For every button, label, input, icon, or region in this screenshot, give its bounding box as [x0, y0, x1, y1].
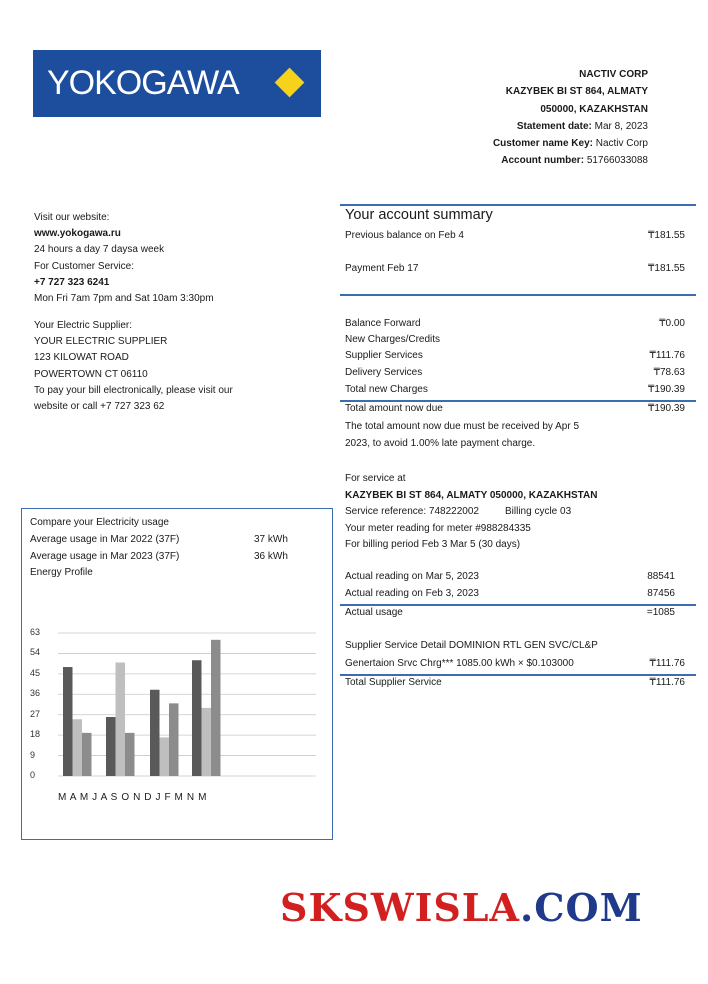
- actual-usage-row: Actual usage =1085: [345, 607, 675, 618]
- supplier-city: POWERTOWN CT 06110: [34, 368, 148, 380]
- usage-bar: [150, 690, 160, 776]
- payment-row: Payment Feb 17 ₸181.55: [345, 263, 685, 274]
- usage-bar: [63, 667, 73, 776]
- service-block: [345, 471, 675, 554]
- avg-2023-value: 36 kWh: [254, 551, 288, 562]
- supplier-detail-row: Supplier Service Detail DOMINION RTL GEN SVC/CL&P: [345, 640, 598, 651]
- total-supplier-row: Total Supplier Service ₸111.76: [345, 677, 685, 688]
- contact-info: [34, 210, 214, 307]
- usage-bar: [169, 703, 179, 776]
- balance-forward-row: Balance Forward ₸0.00: [345, 318, 685, 329]
- y-tick: 45: [30, 668, 41, 678]
- supplier-label: Your Electric Supplier:: [34, 320, 133, 331]
- supplier-services-row: Supplier Services ₸111.76: [345, 350, 685, 361]
- y-tick: 0: [30, 770, 36, 780]
- supplier-name: YOUR ELECTRIC SUPPLIER: [34, 336, 168, 348]
- company-name: NACTIV CORP: [579, 69, 648, 80]
- usage-bar: [125, 733, 135, 776]
- total-new-charges-row: Total new Charges ₸190.39: [345, 384, 685, 395]
- due-note: The total amount now due must be received by Apr 5 2023, to avoid 1.00% late payment charge.: [345, 421, 580, 449]
- new-charges-row: New Charges/Credits: [345, 334, 441, 345]
- usage-rule: [340, 604, 696, 606]
- service-address: KAZYBEK BI ST 864, ALMATY 050000, KAZAKHSTAN: [345, 489, 598, 501]
- actual-reading-feb-row: Actual reading on Feb 3, 2023 87456: [345, 588, 675, 599]
- total-due-row: Total amount now due ₸190.39: [345, 403, 685, 414]
- y-tick: 63: [30, 627, 41, 637]
- total-rule: [340, 400, 696, 402]
- y-tick: 18: [30, 729, 41, 739]
- billing-period: For billing period Feb 3 Mar 5 (30 days): [345, 539, 521, 551]
- for-service-label: For service at: [345, 473, 406, 484]
- website-label: Visit our website:: [34, 212, 110, 223]
- customer-service-label: For Customer Service:: [34, 260, 135, 272]
- usage-bar: [116, 663, 126, 776]
- service-ref-line: Service reference: 748222002 Billing cycle 03: [345, 506, 572, 518]
- summary-top-rule: [340, 204, 696, 206]
- y-tick: 27: [30, 709, 41, 719]
- usage-bar: [73, 719, 83, 776]
- usage-box-title: Compare your Electricity usage: [30, 517, 169, 528]
- avg-2022-value: 37 kWh: [254, 534, 288, 545]
- watermark-part-1: SKSWISLA: [280, 885, 521, 930]
- delivery-services-row: Delivery Services ₸78.63: [345, 367, 685, 378]
- service-hours: Mon Fri 7am 7pm and Sat 10am 3:30pm: [34, 293, 214, 305]
- previous-balance-row: Previous balance on Feb 4 ₸181.55: [345, 230, 685, 241]
- usage-bar: [160, 737, 170, 776]
- street-address: KAZYBEK BI ST 864, ALMATY: [505, 86, 648, 98]
- avg-2022-label: Average usage in Mar 2022 (37F): [30, 534, 180, 545]
- website-link[interactable]: www.yokogawa.ru: [34, 228, 121, 240]
- generation-charge-row: Genertaion Srvc Chrg*** 1085.00 kWh × $0.103000 ₸111.76: [345, 658, 685, 669]
- usage-bar: [106, 717, 116, 776]
- logo-diamond-icon: [275, 68, 305, 98]
- pay-note: To pay your bill electronically, please visit our: [34, 384, 233, 396]
- customer-name-line: Customer name Key: Nactiv Corp: [492, 138, 648, 150]
- usage-bar: [192, 660, 202, 776]
- supplier-info: [34, 318, 233, 415]
- actual-reading-mar-row: Actual reading on Mar 5, 2023 88541: [345, 571, 675, 582]
- account-number-line: Account number: 51766033088: [501, 155, 648, 167]
- logo-text: YOKOGAWA: [47, 64, 239, 102]
- customer-header: [493, 66, 648, 170]
- usage-bar: [211, 640, 221, 776]
- hours-text: 24 hours a day 7 daysa week: [34, 244, 165, 256]
- y-tick: 54: [30, 647, 41, 657]
- pay-note-2: website or call +7 727 323 62: [34, 401, 165, 413]
- watermark-part-2: .COM: [520, 885, 643, 930]
- energy-profile-chart: [22, 509, 332, 839]
- summary-title: Your account summary: [345, 207, 493, 223]
- company-logo: [33, 50, 321, 117]
- watermark: [280, 885, 643, 930]
- x-axis-labels: M A M J A S O N D J F M N M: [58, 792, 207, 803]
- y-tick: 9: [30, 750, 36, 760]
- phone-number: +7 727 323 6241: [34, 276, 110, 288]
- usage-bar: [202, 708, 212, 776]
- statement-date-line: Statement date: Mar 8, 2023: [516, 120, 648, 132]
- supplier-street: 123 KILOWAT ROAD: [34, 352, 129, 364]
- y-tick: 36: [30, 688, 41, 698]
- energy-profile-label: Energy Profile: [30, 567, 93, 578]
- summary-mid-rule: [340, 294, 696, 296]
- usage-bar: [82, 733, 92, 776]
- avg-2023-label: Average usage in Mar 2023 (37F): [30, 551, 180, 562]
- supplier-total-rule: [340, 674, 696, 676]
- city-address: 050000, KAZAKHSTAN: [540, 103, 648, 115]
- meter-line: Your meter reading for meter #988284335: [345, 522, 531, 534]
- usage-comparison-box: [21, 508, 333, 840]
